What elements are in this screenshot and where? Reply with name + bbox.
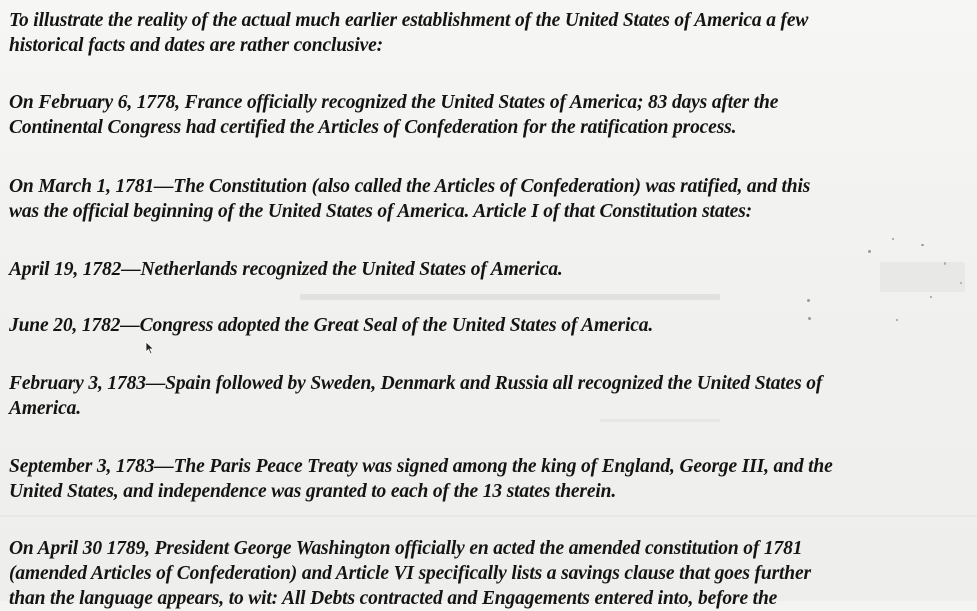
- text-line: (amended Articles of Confederation) and Article VI specifically lists a savings clause that goes further: [9, 563, 811, 584]
- scan-smudge: [600, 419, 720, 422]
- scan-speck: [930, 296, 932, 298]
- paris-treaty-paragraph: [9, 454, 974, 504]
- scan-speck: [808, 317, 811, 320]
- text-line: was the official beginning of the United States of America. Article I of that Constitution states:: [9, 201, 752, 222]
- text-line: Continental Congress had certified the Articles of Confederation for the ratification process.: [9, 117, 737, 138]
- text-line: June 20, 1782—Congress adopted the Great Seal of the United States of America.: [9, 315, 654, 336]
- text-line: September 3, 1783—The Paris Peace Treaty was signed among the king of England, George III, and the: [9, 456, 833, 477]
- text-line: February 3, 1783—Spain followed by Sweden, Denmark and Russia all recognized the United States of: [9, 373, 823, 394]
- scan-speck: [921, 244, 924, 246]
- text-line: To illustrate the reality of the actual much earlier establishment of the United States of America a few: [9, 10, 809, 31]
- text-line: On April 30 1789, President George Washington officially en acted the amended constitution of 1781: [9, 538, 803, 559]
- scan-smudge: [0, 515, 977, 517]
- scan-speck: [896, 319, 898, 321]
- scan-speck: [807, 299, 810, 302]
- text-line: historical facts and dates are rather conclusive:: [9, 35, 383, 56]
- netherlands-paragraph: [9, 257, 974, 282]
- great-seal-paragraph: [9, 313, 974, 338]
- france-recognition-paragraph: [9, 90, 974, 140]
- washington-paragraph: [9, 536, 974, 611]
- scan-smudge: [300, 294, 720, 300]
- text-line: On February 6, 1778, France officially recognized the United States of America; 83 days after the: [9, 92, 779, 113]
- intro-paragraph: [9, 8, 974, 58]
- text-line: than the language appears, to wit: All Debts contracted and Engagements entered into, before the: [9, 588, 778, 609]
- scan-smudge: [880, 262, 965, 292]
- text-line: April 19, 1782—Netherlands recognized the United States of America.: [9, 259, 563, 280]
- text-line: America.: [9, 398, 81, 419]
- spain-recognition-paragraph: [9, 371, 974, 421]
- text-line: United States, and independence was granted to each of the 13 states therein.: [9, 481, 617, 502]
- scan-speck: [892, 238, 894, 240]
- scan-speck: [868, 250, 871, 253]
- text-line: On March 1, 1781—The Constitution (also called the Articles of Confederation) was ratified, and this: [9, 176, 811, 197]
- articles-ratified-paragraph: [9, 174, 974, 224]
- mouse-cursor-icon: [145, 341, 155, 355]
